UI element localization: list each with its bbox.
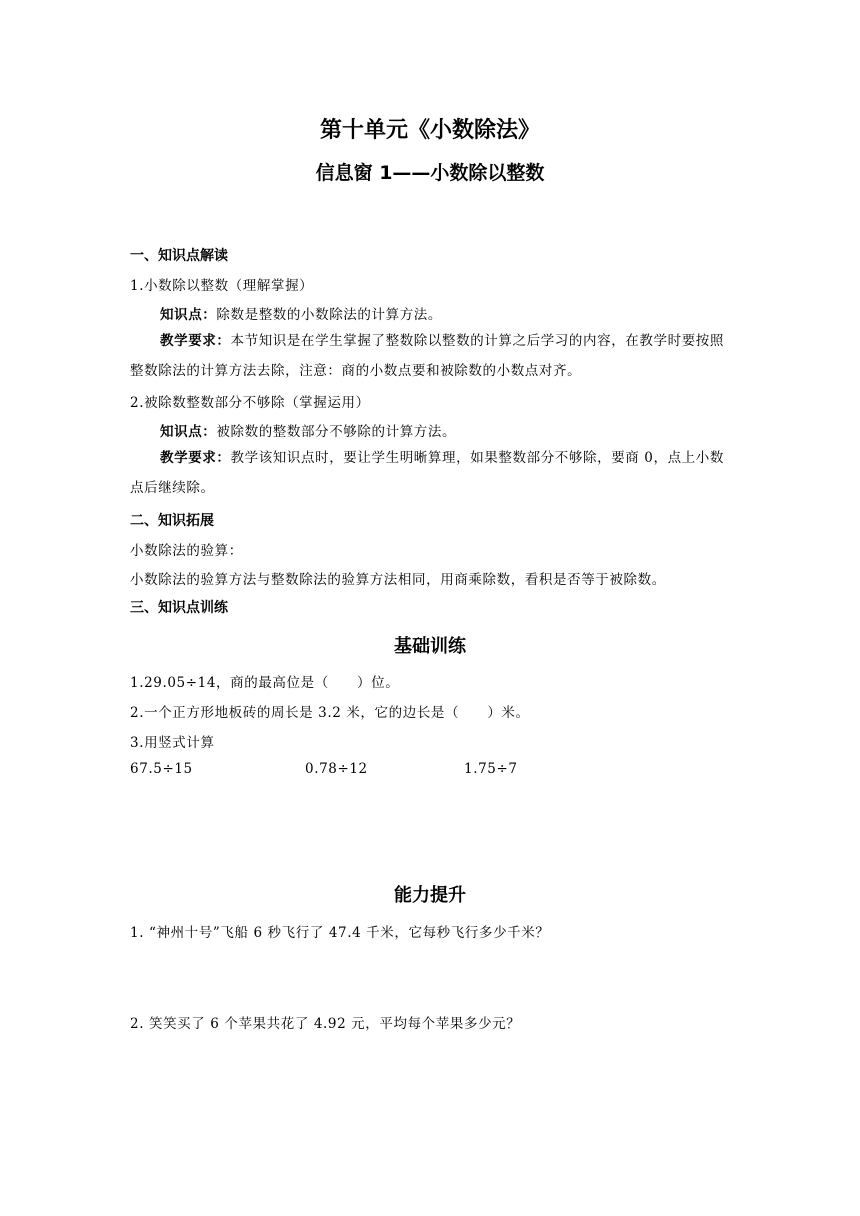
item1-requirement	[130, 326, 730, 386]
knowledge-label: 知识点：	[160, 307, 217, 323]
page-subtitle: 信息窗 1——小数除以整数	[315, 162, 545, 184]
calc-item-2: 0.78÷12	[305, 761, 368, 777]
item1-title: 1.小数除以整数（理解掌握）	[130, 278, 314, 294]
requirement-text: 本节知识是在学生掌握了整数除以整数的计算之后学习的内容，在教学时要按照整数除法的计算方法去除，注意：商的小数点要和被除数的小数点对齐。	[130, 333, 724, 379]
advanced-question-1: 1. “神州十号”飞船 6 秒飞行了 47.4 千米，它每秒飞行多少千米？	[130, 925, 550, 941]
section1-heading: 一、知识点解读	[130, 248, 228, 264]
item2-requirement	[130, 443, 730, 503]
section2-line1: 小数除法的验算：	[130, 543, 243, 559]
page-title: 第十单元《小数除法》	[319, 118, 540, 143]
knowledge-text: 被除数的整数部分不够除的计算方法。	[216, 424, 457, 440]
knowledge-label: 知识点：	[160, 424, 217, 440]
item2-knowledge	[160, 420, 456, 440]
item2-title: 2.被除数整数部分不够除（掌握运用）	[130, 395, 370, 411]
question-2: 2.一个正方形地板砖的周长是 3.2 米，它的边长是（ ）米。	[130, 705, 530, 721]
item1-knowledge	[160, 303, 442, 323]
section3-heading: 三、知识点训练	[130, 600, 228, 616]
section2-heading: 二、知识拓展	[130, 513, 214, 529]
question-3: 3.用竖式计算	[130, 735, 215, 751]
advanced-question-2: 2. 笑笑买了 6 个苹果共花了 4.92 元，平均每个苹果多少元？	[130, 1016, 521, 1032]
requirement-label: 教学要求：	[160, 450, 231, 466]
requirement-label: 教学要求：	[160, 333, 231, 349]
section2-line2: 小数除法的验算方法与整数除法的验算方法相同，用商乘除数，看积是否等于被除数。	[130, 572, 666, 588]
calc-item-3: 1.75÷7	[464, 761, 518, 777]
advanced-training-title: 能力提升	[394, 885, 466, 906]
requirement-text: 教学该知识点时，要让学生明晰算理，如果整数部分不够除，要商 0，点上小数点后继续除。	[130, 450, 724, 496]
basic-training-title: 基础训练	[394, 636, 466, 657]
calc-item-1: 67.5÷15	[130, 761, 193, 777]
knowledge-text: 除数是整数的小数除法的计算方法。	[216, 307, 443, 323]
question-1: 1.29.05÷14，商的最高位是（ ）位。	[130, 675, 400, 691]
